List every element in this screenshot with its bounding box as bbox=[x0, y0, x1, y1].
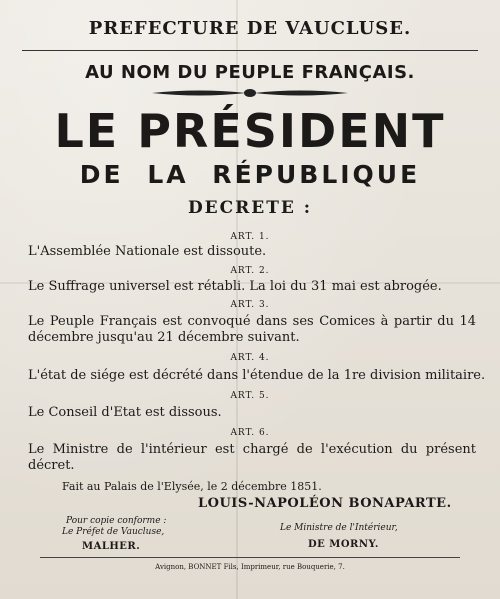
ornament-divider-icon bbox=[150, 86, 350, 100]
decrete-heading: DECRETE : bbox=[187, 198, 313, 218]
article-text: L'Assemblée Nationale est dissoute. bbox=[28, 244, 267, 259]
article-text: Le Suffrage universel est rétabli. La loi du 31 mai est abrogée. bbox=[28, 279, 442, 294]
article-text: Le Ministre de l'intérieur est chargé de l'exécution du présent décret. bbox=[28, 442, 476, 473]
president-title: LE PRÉSIDENT bbox=[54, 104, 446, 158]
ministre-title: Le Ministre de l'Intérieur, bbox=[280, 523, 398, 533]
prefecture-heading: PREFECTURE DE VAUCLUSE. bbox=[88, 18, 412, 39]
article-label: ART. 6. bbox=[230, 428, 270, 438]
article-label: ART. 4. bbox=[230, 353, 270, 363]
footer-rule bbox=[40, 557, 460, 558]
ministre-name: DE MORNY. bbox=[308, 539, 379, 550]
date-line: Fait au Palais de l'Elysée, le 2 décembre 1851. bbox=[62, 480, 322, 493]
article-label: ART. 3. bbox=[230, 300, 270, 310]
prefet-name: MALHER. bbox=[82, 541, 141, 552]
copie-conforme-label: Pour copie conforme : bbox=[66, 516, 167, 526]
article-label: ART. 1. bbox=[230, 232, 270, 242]
article-text: Le Conseil d'Etat est dissous. bbox=[28, 405, 222, 420]
article-text: Le Peuple Français est convoqué dans ses Comices à partir du 14 décembre jusqu'au 21 décembre suivant. bbox=[28, 314, 476, 345]
article-label: ART. 5. bbox=[230, 391, 270, 401]
au-nom-heading: AU NOM DU PEUPLE FRANÇAIS. bbox=[85, 62, 415, 83]
republique-title: DE LA RÉPUBLIQUE bbox=[79, 160, 421, 189]
printer-imprint: Avignon, BONNET Fils, Imprimeur, rue Bouquerie, 7. bbox=[155, 563, 345, 571]
presidential-signature: LOUIS-NAPOLÉON BONAPARTE. bbox=[198, 496, 452, 511]
header-rule bbox=[22, 50, 478, 51]
prefet-title: Le Préfet de Vaucluse, bbox=[62, 527, 165, 537]
article-text: L'état de siége est décrété dans l'étendue de la 1re division militaire. bbox=[28, 368, 486, 383]
article-label: ART. 2. bbox=[230, 266, 270, 276]
